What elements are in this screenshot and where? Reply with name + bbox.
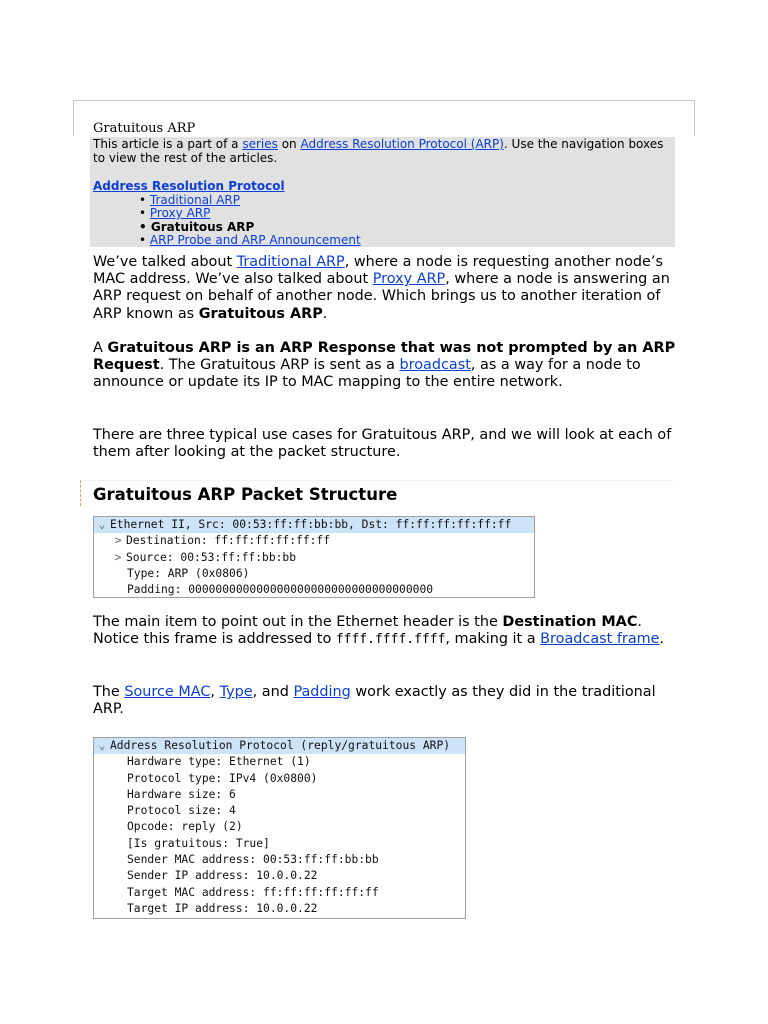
- document-title: Gratuitous ARP: [93, 121, 196, 136]
- arp-field-row: Protocol type: IPv4 (0x0800): [127, 771, 318, 785]
- broadcast-address: ffff.ffff.ffff: [335, 632, 446, 648]
- paragraph-destination-mac: The main item to point out in the Ethernet header is the Destination MAC. Notice this frame is addressed to ffff.ffff.ffff, making it a Broadcast frame.: [93, 614, 665, 648]
- ethernet-capture-panel: [93, 516, 535, 598]
- nav-title-link[interactable]: Address Resolution Protocol: [93, 179, 285, 193]
- paragraph-definition: A Gratuitous ARP is an ARP Response that was not prompted by an ARP Request. The Gratuitous ARP is sent as a broadcast, as a way for a node to announce or update its IP to MAC mapping to the entire network.: [93, 340, 676, 391]
- arp-article-link[interactable]: Address Resolution Protocol (ARP): [300, 137, 504, 151]
- ethernet-destination-row[interactable]: > Destination: ff:ff:ff:ff:ff:ff: [94, 533, 534, 549]
- type-link[interactable]: Type: [219, 684, 253, 700]
- paragraph-use-cases: There are three typical use cases for Gratuitous ARP, and we will look at each of them after looking at the packet structure.: [93, 427, 672, 461]
- arp-header-row[interactable]: ⌄ Address Resolution Protocol (reply/gratuitous ARP): [94, 738, 465, 754]
- paragraph-intro: We’ve talked about Traditional ARP, where a node is requesting another node’s MAC address. We’ve also talked about Proxy ARP, where a node is answering an ARP request on behalf of another node. Which brings us to another iteration of ARP known as Gratuitous ARP.: [93, 254, 670, 322]
- arp-field-row: [Is gratuitous: True]: [127, 836, 270, 850]
- arp-field-row: Target MAC address: ff:ff:ff:ff:ff:ff: [127, 885, 379, 899]
- chevron-down-icon[interactable]: ⌄: [98, 518, 106, 531]
- arp-field-row: Protocol size: 4: [127, 804, 236, 818]
- chevron-right-icon[interactable]: >: [114, 534, 122, 548]
- nav-item-gratuitous-arp-current: • Gratuitous ARP: [139, 221, 672, 235]
- chevron-down-icon[interactable]: ⌄: [98, 739, 106, 752]
- arp-field-row: Sender IP address: 10.0.0.22: [127, 869, 318, 883]
- ethernet-type-row: Type: ARP (0x0806): [127, 566, 250, 580]
- source-mac-link[interactable]: Source MAC: [124, 684, 211, 700]
- proxy-arp-link[interactable]: Proxy ARP: [372, 271, 446, 288]
- section-marker: [80, 480, 81, 506]
- series-link[interactable]: series: [242, 137, 278, 151]
- arp-field-row: Hardware type: Ethernet (1): [127, 755, 311, 769]
- paragraph-other-fields: The Source MAC, Type, and Padding work exactly as they did in the traditional ARP.: [93, 684, 656, 718]
- arp-field-row: Opcode: reply (2): [127, 820, 243, 834]
- ethernet-source-row[interactable]: > Source: 00:53:ff:ff:bb:bb: [94, 550, 534, 566]
- nav-item-traditional-arp[interactable]: • Traditional ARP: [139, 194, 672, 208]
- ethernet-header-row[interactable]: ⌄ Ethernet II, Src: 00:53:ff:ff:bb:bb, Dst: ff:ff:ff:ff:ff:ff: [94, 517, 534, 533]
- section-divider: [84, 480, 674, 481]
- arp-capture-panel: [93, 737, 466, 919]
- series-info-box: [90, 137, 675, 247]
- traditional-arp-link[interactable]: Traditional ARP: [236, 254, 345, 270]
- nav-item-arp-probe[interactable]: • ARP Probe and ARP Announcement: [139, 234, 672, 248]
- arp-field-row: Sender MAC address: 00:53:ff:ff:bb:bb: [127, 853, 379, 867]
- broadcast-frame-link[interactable]: Broadcast frame: [540, 631, 660, 648]
- nav-item-proxy-arp[interactable]: • Proxy ARP: [139, 207, 672, 221]
- padding-link[interactable]: Padding: [293, 684, 351, 700]
- series-nav-list: [93, 194, 672, 248]
- arp-field-row: Target IP address: 10.0.0.22: [127, 901, 318, 915]
- section-heading-packet-structure: Gratuitous ARP Packet Structure: [93, 485, 398, 504]
- series-intro: This article is a part of a series on Address Resolution Protocol (ARP). Use the navigation boxes to view the rest of the articles.: [93, 137, 664, 165]
- chevron-right-icon[interactable]: >: [114, 550, 122, 564]
- broadcast-link[interactable]: broadcast: [399, 357, 471, 374]
- arp-field-row: Hardware size: 6: [127, 787, 236, 801]
- ethernet-padding-row: Padding: 000000000000000000000000000000000000: [127, 583, 434, 597]
